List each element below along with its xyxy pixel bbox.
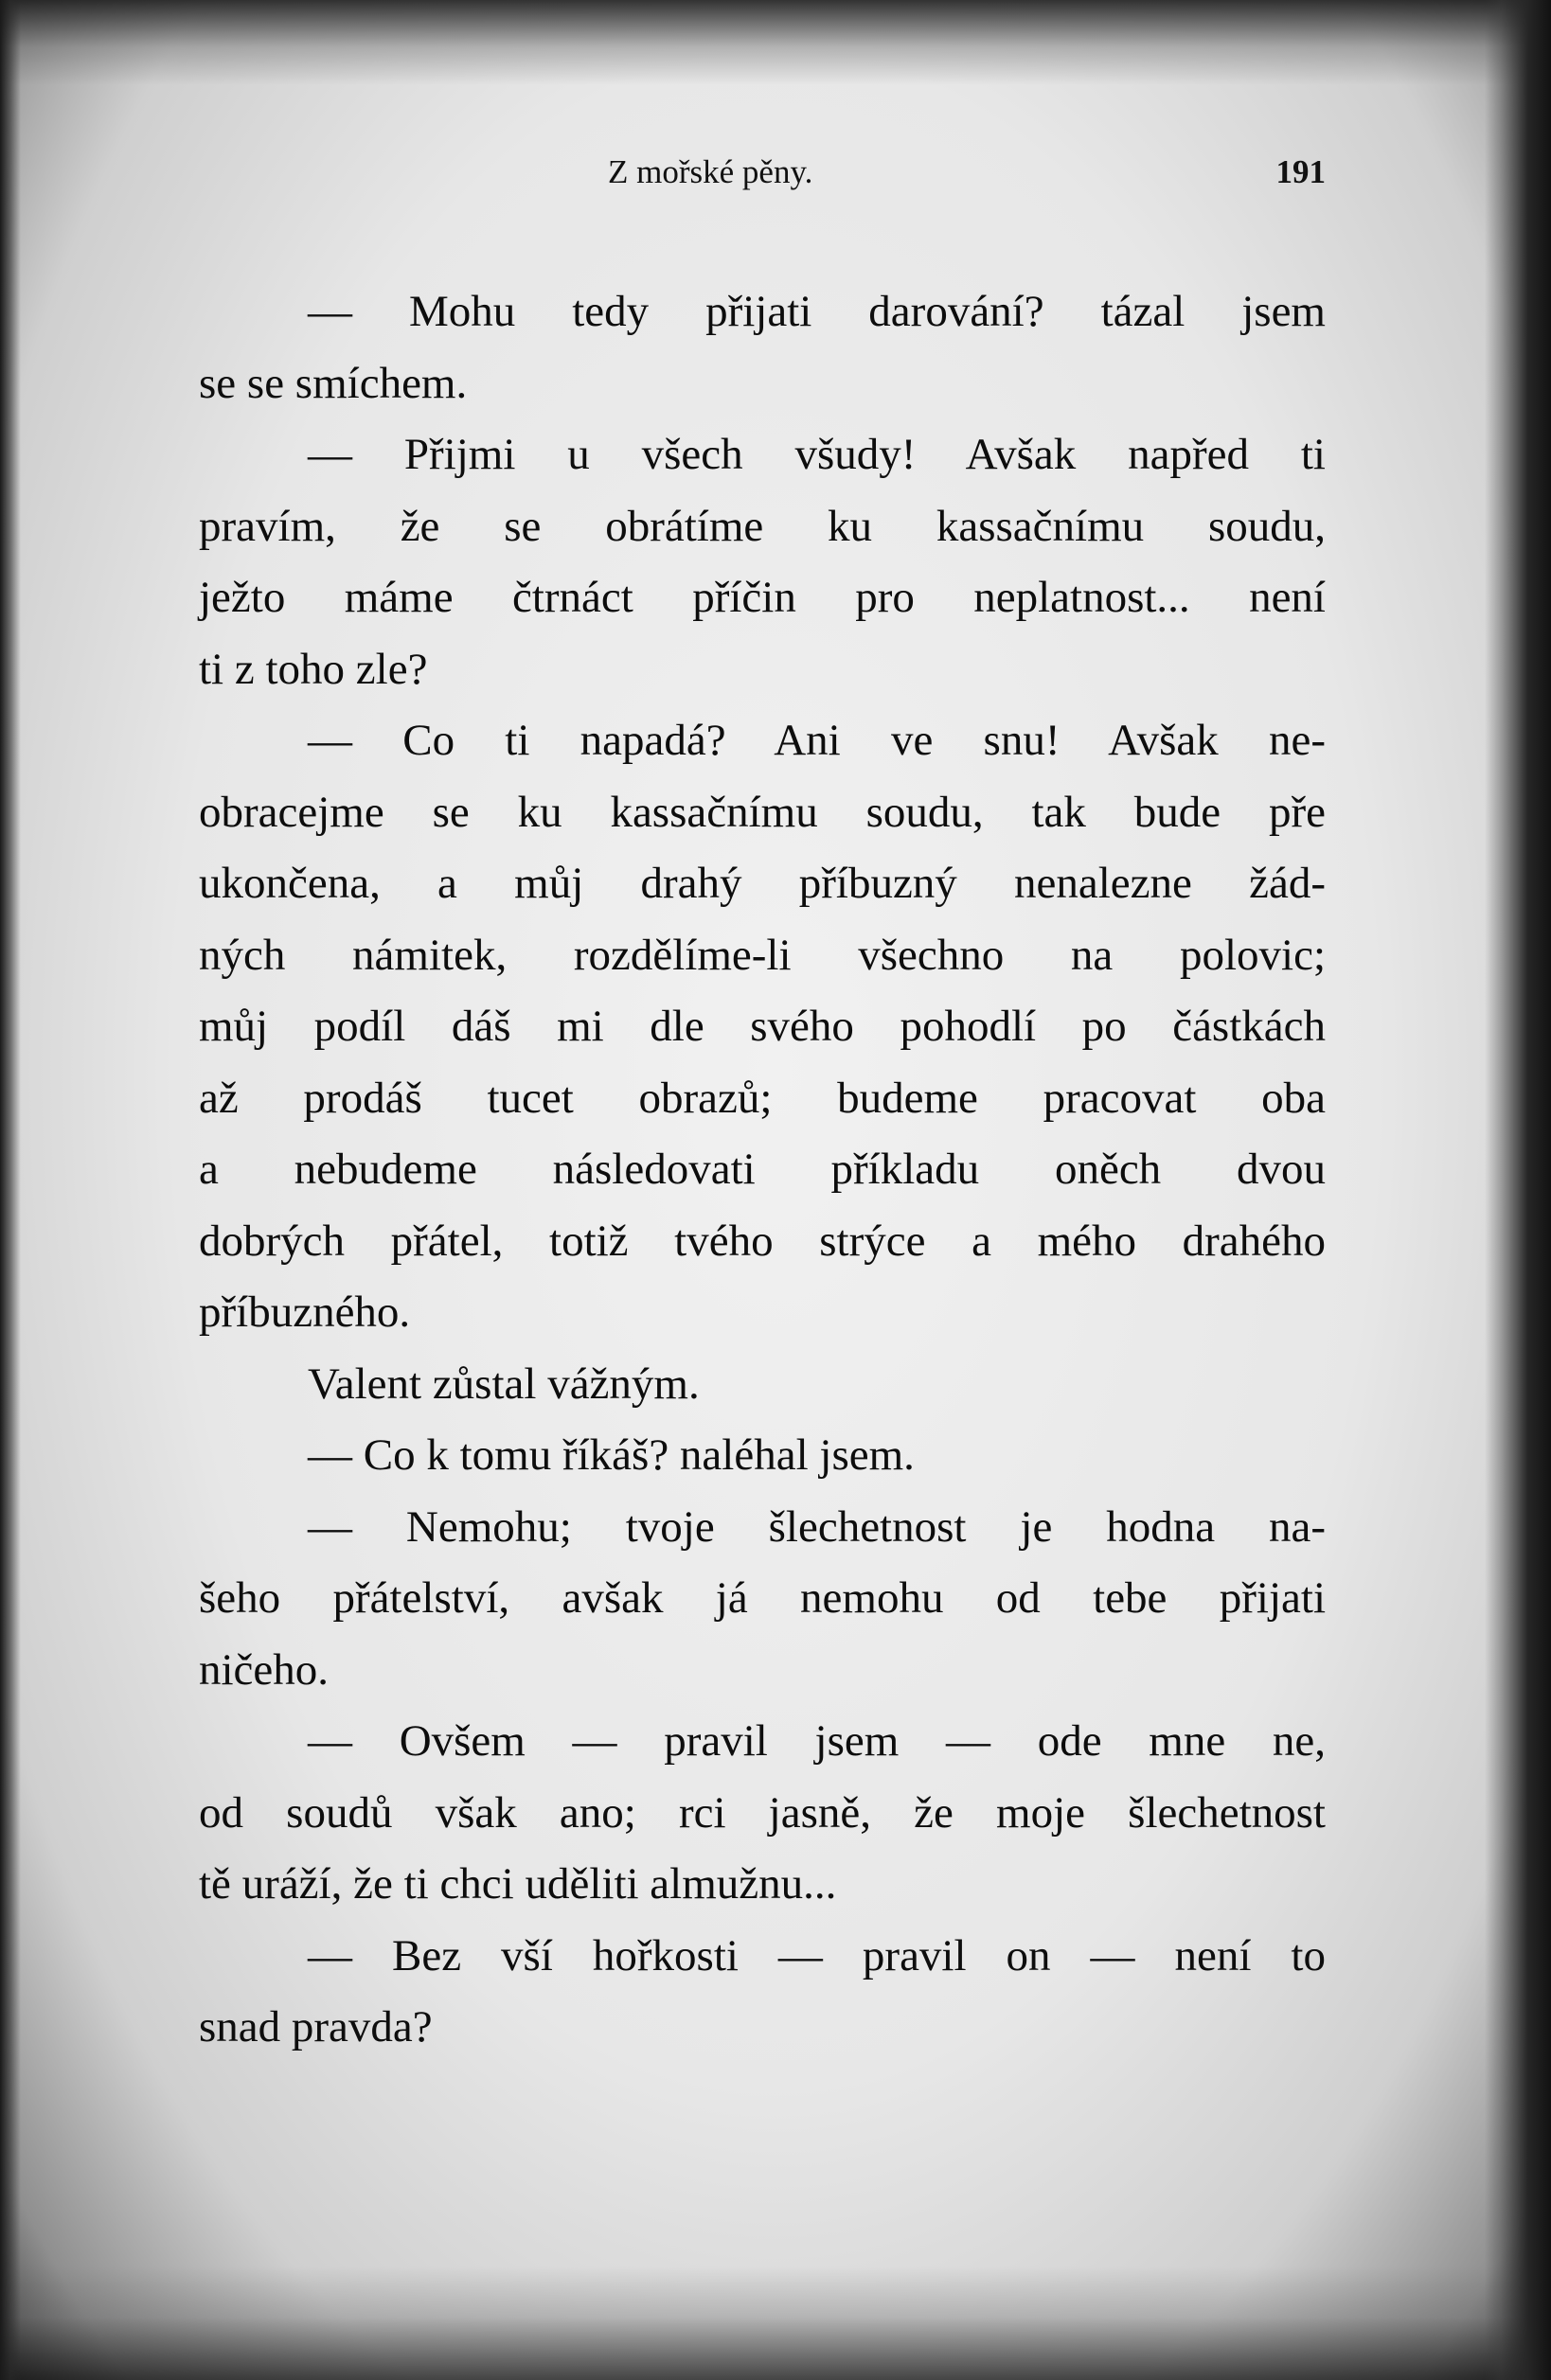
text-line: snad pravda? [199, 2002, 433, 2051]
text-line: můj podíl dáš mi dle svého pohodlí po částkách [199, 1002, 1326, 1051]
scan-shadow-left [0, 0, 21, 2380]
text-line: dobrých přátel, totiž tvého strýce a mého drahého [199, 1216, 1326, 1266]
text-line: ježto máme čtrnáct příčin pro neplatnost... není [199, 573, 1326, 622]
text-line: tě uráží, že ti chci uděliti almužnu... [199, 1859, 837, 1909]
text-line: Valent zůstal vážným. [308, 1359, 700, 1409]
text-line: se se smíchem. [199, 358, 468, 408]
text-line: a nebudeme následovati příkladu oněch dvou [199, 1145, 1326, 1194]
text-line: — Co ti napadá? Ani ve snu! Avšak ne- [308, 716, 1326, 765]
text-line: příbuzného. [199, 1288, 411, 1337]
page-number: 191 [1275, 153, 1326, 190]
scan-shadow-right [1485, 0, 1551, 2380]
text-line: — Nemohu; tvoje šlechetnost je hodna na- [308, 1501, 1326, 1552]
text-line: — Přijmi u všech všudy! Avšak napřed ti [308, 430, 1326, 479]
text-line: — Ovšem — pravil jsem — ode mne ne, [308, 1716, 1326, 1766]
text-line: — Co k tomu říkáš? naléhal jsem. [308, 1430, 915, 1480]
text-line: šeho přátelství, avšak já nemohu od tebe přijati [199, 1573, 1326, 1623]
text-line: ných námitek, rozdělíme-li všechno na polovic; [199, 930, 1326, 980]
text-line: až prodáš tucet obrazů; budeme pracovat oba [199, 1073, 1326, 1123]
scan-shadow-bottom [0, 2266, 1551, 2380]
text-line: ti z toho zle? [199, 644, 428, 694]
body-text [199, 276, 1326, 2064]
text-line: pravím, že se obrátíme ku kassačnímu soudu, [199, 501, 1326, 551]
text-line: ukončena, a můj drahý příbuzný nenalezne žád- [199, 859, 1326, 908]
page-header [199, 153, 1326, 201]
text-line: — Mohu tedy přijati darování? tázal jsem [308, 287, 1326, 336]
text-line: od soudů však ano; rci jasně, že moje šlechetnost [199, 1787, 1326, 1838]
text-line: obracejme se ku kassačnímu soudu, tak bude pře [199, 787, 1326, 837]
text-line: ničeho. [199, 1644, 330, 1695]
text-line: — Bez vší hořkosti — pravil on — není to [308, 1930, 1326, 1980]
scan-shadow-top [0, 0, 1551, 85]
running-title: Z mořské pěny. [608, 153, 813, 190]
